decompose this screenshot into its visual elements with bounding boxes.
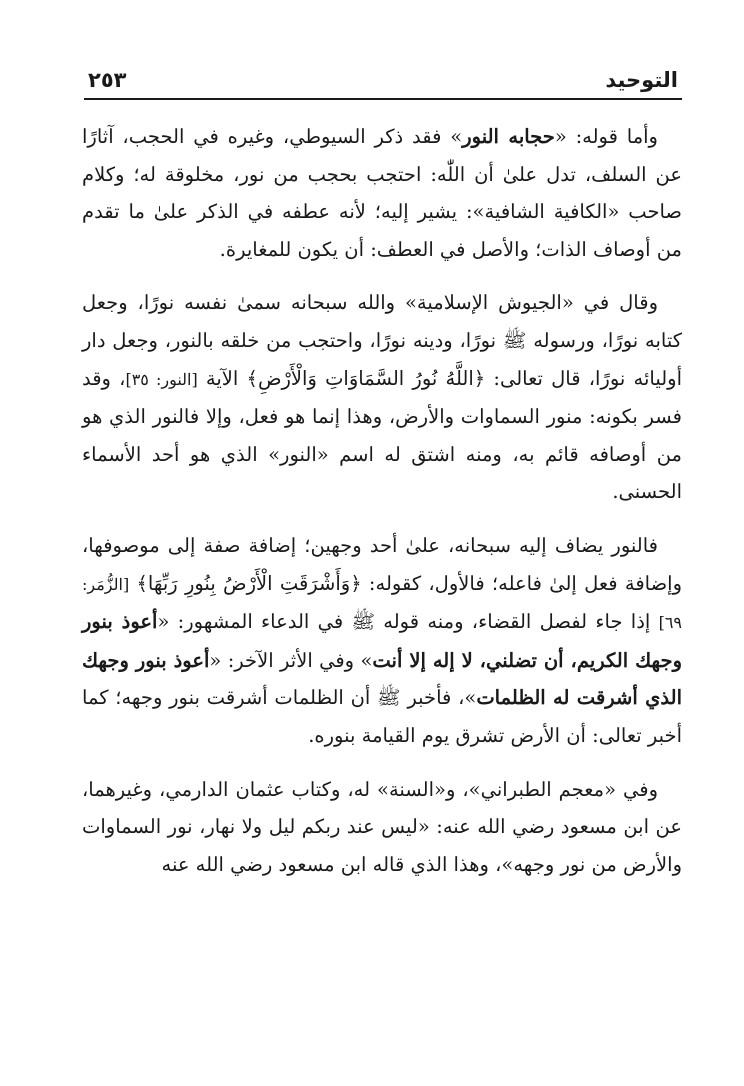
header-rule xyxy=(84,98,682,100)
text-run: فالنور يضاف إليه سبحانه، علىٰ أحد وجهين؛ إضافة صفة إلى موصوفها، وإضافة فعل إلىٰ فاعله؛ فالأول، كقوله: xyxy=(82,533,682,595)
page-number: ٢٥٣ xyxy=(88,68,127,92)
text-run: ، وقد فسر بكونه: منور السماوات والأرض، وهذا إنما هو فعل، وإلا فالنور الذي هو من أوصافه قائم به، ومنه اشتق له اسم «النور» الذي هو أحد الأسماء الحسنى. xyxy=(82,366,682,504)
text-run: »، فأخبر ﷺ أن الظلمات أشرقت بنور وجهه؛ كما أخبر تعالى: أن الأرض تشرق يوم القيامة بنوره. xyxy=(82,686,682,747)
quran-verse: ﴿اللَّهُ نُورُ السَّمَاوَاتِ وَالْأَرْضِ﴾ xyxy=(246,366,486,390)
text-run: إذا جاء لفصل القضاء، ومنه قوله ﷺ في الدعاء المشهور: « xyxy=(157,610,659,634)
paragraph xyxy=(82,118,682,268)
bold-quote: حجابه النور xyxy=(462,125,555,148)
body-text xyxy=(82,118,682,883)
chapter-title: التوحيد xyxy=(605,68,678,92)
verse-reference: [الزُّمَر: ٦٩] xyxy=(82,574,682,633)
quran-verse: ﴿وَأَشْرَقَتِ الْأَرْضُ بِنُورِ رَبِّهَا﴾ xyxy=(136,571,362,595)
page-header xyxy=(88,58,678,92)
bold-quote: أعوذ بنور وجهك الذي أشرقت له الظلمات xyxy=(82,648,682,710)
text-run: الآية xyxy=(197,366,247,390)
text-run: » وفي الأثر الآخر: « xyxy=(209,648,373,672)
paragraph xyxy=(82,771,682,884)
text-run: وفي «معجم الطبراني»، و«السنة» له، وكتاب عثمان الدارمي، وغيرهما، عن ابن مسعود رضي الله عنه: «ليس عند ربكم ليل ولا نهار، نور السماوات والأرض من نور وجهه»، وهذا الذي قاله ابن مسعود رضي الله عنه xyxy=(82,777,682,876)
text-run: وقال في «الجيوش الإسلامية» والله سبحانه سمىٰ نفسه نورًا، وجعل كتابه نورًا، ورسوله ﷺ نورًا، ودينه نورًا، واحتجب من خلقه بالنور، وجعل دار أوليائه نورًا، قال تعالى: xyxy=(82,291,682,390)
paragraph xyxy=(82,284,682,511)
text-run: » فقد ذكر السيوطي، وغيره في الحجب، آثارًا عن السلف، تدل علىٰ أن اللّٰه: احتجب بحجب من نور، مخلوقة له؛ وكلام صاحب «الكافية الشافية»: يشير إليه؛ لأنه عطفه في الذكر علىٰ ما تقدم من أوصاف الذات؛ والأصل في العطف: أن يكون للمغايرة. xyxy=(82,125,682,261)
bold-quote: أعوذ بنور وجهك الكريم، أن تضلني، لا إله إلا أنت xyxy=(82,610,682,672)
verse-reference: [النور: ٣٥] xyxy=(125,369,198,389)
paragraph xyxy=(82,527,682,755)
text-run: وأما قوله: « xyxy=(554,125,658,148)
